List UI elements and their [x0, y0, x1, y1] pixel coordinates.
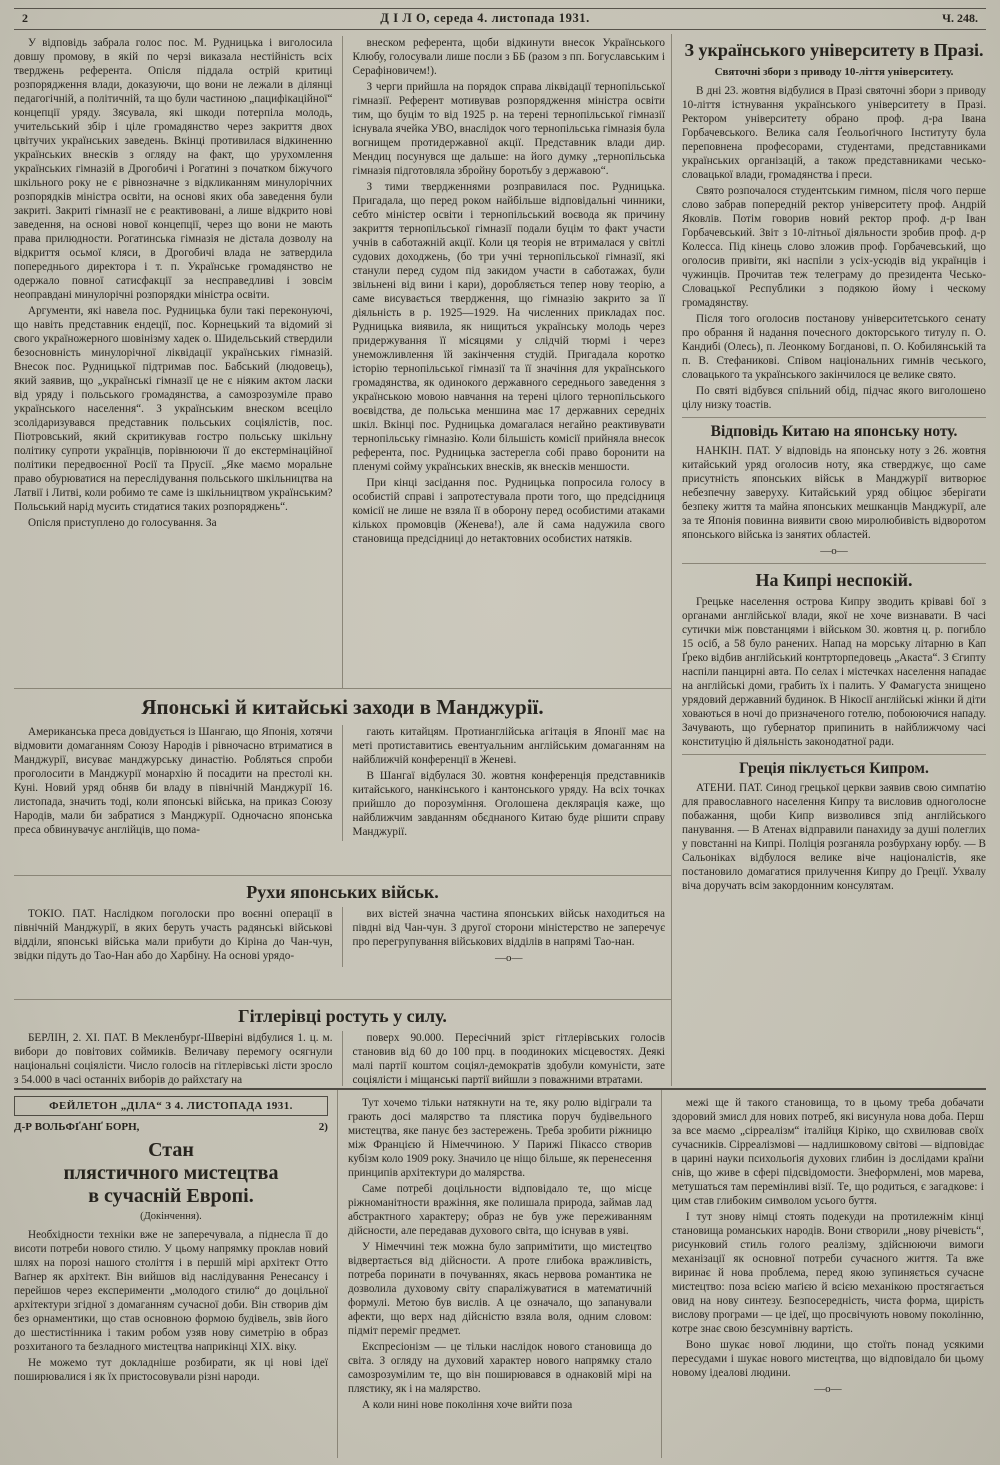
feuilleton-subtitle: (Докінчення). [140, 1211, 202, 1222]
main-content [14, 34, 986, 1086]
paragraph: Експресіонізм — це тільки наслідок нового становища до світа. З огляду на духовий характер нового напрямку стало самозрозумілим те, що він поширювався в однаковій мірі на плястику, як і на малярство. [347, 1341, 652, 1395]
hitlerites-article [14, 999, 671, 1086]
troops-col2 [343, 907, 672, 967]
sejm-article-col1 [14, 36, 343, 688]
paragraph: Тут хочемо тільки натякнути на те, яку ролю відіграли та грають досі малярство та плястика поруч будівельного мистецтва, яке панує без застережень. Треба зробити ріжницю між Францією й Німеччиною. У Парижі Пікассо створив кубізм коло 1909 року. Значило це ніщо більше, як перенесення принципів архітектури до малярства. [347, 1097, 652, 1179]
paragraph: гають китайцям. Протианглійська агітація в Японії має на меті протиставитись евентуальним англійським домаганням на найближчій конференції в Женеві. [352, 726, 665, 766]
sejm-article-col2 [343, 36, 672, 688]
right-column [672, 34, 986, 1086]
paragraph: З тими твердженнями розправилася пос. Рудницька. Пригадала, що перед роком найбільше відповідальні чинники, себто міністер освіти і тернопільський воєвода як причину закриття тернопільської гімназії подали буцім то факт участи учнів в саботажній акції. Коли ця теорія не втрималася у світлі судових доходжень, (бо три учні тернопільської гімназії, які станули перед судом під закидом участи в саботажах, були звільнені від вини і кари), доробляється тепер нову теорію, а саме висувається твердження, що гімназію закрито за її діяльність в р. 1925—1929. На численних прикладах пос. Рудницька виявила, як нищиться українську молодь через придержування її місяцями у слідчій тюрмі і через унеможливлення їй закінчення студій. Пригадала коротко історію тернопільської гімназії та її значіння для українського громадянства, як одинокого державного середнього заведення з українською мовою навчання на терені цілого тернопільського воєвідства, де польська меншина має 17 державних середніх шкіл. Вкінці пос. Рудницька домагалася негайно реактивувати тернопільську гімназію. Коли більшість комісії прийняла внесок референта, пос. Рудницька застерегла собі право боронити на пленумі сойму українських внесків, як внесків меншости. [352, 181, 665, 473]
paragraph: Воно шукає нової людини, що стоїть понад усякими пересудами і шукає нового мистецтва, що відповідало би цьому новому ідеалові людини. [671, 1339, 984, 1379]
paragraph: У відповідь забрала голос пос. М. Рудницька і виголосила довшу промову, в якій по черзі виказала нестійність всіх тверджень референта. Опісля піддала острій критиці розпорядження влади, доказуючи, що вони не лежали в ділянці педагогічній, а політичній, та що були частиною „пацифікаційної“ концепції уряду. Зясувала, які шкоди потерпіла молодь, учительський збір і ціле громадянство через закриття двох цвітучих українських заведень. Вкінці противилася відкиненню українських внесків з огляду на факт, що урухомлення українських гімназій в Дрогобичі і Рогатині з початком біжучого шкільного року не є рівнозначне з відкликанням минулорічних розпорядків міністра освіти, на основі яких оба заведення були закриті. Закриті гімназії не є реактивовані, а лише відкрито нові заведення, на основі нової концепції, через що вони не мають права прилюдности. Рогатинська гімназія не дістала дозволу на відкриття осьмої кляси, в Дрогобичі влада не затвердила попереднього директора і т. п. Українське громадянство не одержало повної сатисфакції за несправедливі і зовсім неоправдані минулорічні розпорядки міністра освіти. [14, 37, 333, 301]
manchuria-article [14, 689, 671, 875]
paragraph: Американська преса довідується із Шангаю, що Японія, хотячи відмовити домаганням Союзу Народів і рівночасно втриматися в Манджурії, висуває манджурську династію. Робляться спроби проголосити в Манджурії монархію й посадити на престолі кн. Куні. Новий уряд обняв би владу в північній Манджурії 16. листопада, значить тоді, коли японські війська, на приказ Союзу Народів, мали би забратися з Манджурії. Одночасно японська преса обвинувачує англійців, що пома- [14, 726, 333, 836]
article-title: З українського університету в Празі. [684, 40, 984, 60]
article-title: Греція піклується Кипром. [739, 760, 929, 777]
manchuria-columns [14, 725, 671, 841]
paragraph: В Шангаї відбулася 30. жовтня конференція представників китайського, нанкінського і кантонського уряду. На всіх точках прийшло до порозуміння. Оголошена деклярація каже, що найближчим завданням обєднаного Китаю буде рішити справу Манджурії. [352, 770, 665, 838]
feuilleton-title-line: в сучасній Европі. [88, 1185, 254, 1207]
section-divider: —о— [814, 1383, 842, 1395]
prague-article [682, 34, 986, 414]
sejm-article [14, 34, 671, 689]
paragraph: І тут знову німці стоять подекуди на протилежнім кінці становища романських народів. Вони створили „нову річевість“, рисунковий стиль голого реалізму, здійснюючи вимоги механізації як основної потреби сучасного життя. Та вже виринає й нова проблема, перед якою зупиняється сучасне мистецтво: поза всією маґією й всією механікою простягається овид на нову синтезу. Безпосередність, чиста форма, щирість вислову програми — це ідеї, що просвічують новому поколінню, котре знає свою безсумнівну вартість. [671, 1211, 984, 1335]
left-section [14, 34, 672, 1086]
paragraph: По святі відбувся спільний обід, підчас якого виголошено цілу низку тоастів. [682, 385, 986, 411]
paragraph: Опісля приступлено до голосування. За [28, 517, 217, 529]
issue-number: Ч. 248. [942, 11, 978, 25]
paragraph: Свято розпочалося студентським гимном, після чого перше слово забрав попередній ректор університету проф. Андрій Яковлів. Потім говорив новий ректор проф. д-р Іван Горбачевський. Звіт з 10-літньої діяльности зробив проф. д-р Колесса. Під кінець слово зложив проф. Горбачевський, що оголосив привіти, які наспіли з усіх-усюдів від українців і чужинців. Прочитав теж телеграму до президента Чесько-Словацької Республики з подякою йому і ческому громадянству. [682, 185, 986, 309]
page-number: 2 [22, 11, 28, 25]
page-header [14, 8, 986, 30]
paragraph: АТЕНИ. ПАТ. Синод грецької церкви заявив свою симпатію для православного населення Кипру та висловив одноголосне побажання, щоби Кипр визволився зпід англійського панування. — В Атенах відправили панахиду за душі полеглих у повстанні на Кипрі. Поліція розганяла розбурхану юрбу. — В Сальоніках відбулося велике віче націоналістів, яке постановило домагатися прилучення Кипру до Греції. Ухвалу віча доручать всім закордонним консулятам. [682, 782, 986, 892]
paragraph: А коли нині нове покоління хоче вийти поза [361, 1399, 573, 1411]
feuilleton-section [14, 1088, 986, 1458]
feuilleton-author: Д-Р ВОЛЬФҐАНҐ БОРН, [14, 1121, 140, 1133]
paragraph: З черги прийшла на порядок справа ліквідації тернопільської гімназії. Референт мотивував розпорядження міністра освіти тим, що буцім то від 1925 р. на терені тернопільської гімназії існувала ячейка УВО, внаслідок чого тернопільська гімназія була вогнищем протидержавної акції. Представник влади дир. Мендиц посунувся ще дальше: на його думку „тернопільська гімназія підготовляла збройну боротьбу з державою“. [352, 81, 665, 177]
troops-columns [14, 907, 671, 967]
paragraph: ТОКІО. ПАТ. Наслідком поголоски про воєнні операції в північній Манджурії, в яких беруть участь радянські військові відділи, японські війська мали прибути до Кіріна до Чан-чун, звідки підуть до Тао-Нан або до Харбіну. На основі урядо- [14, 908, 333, 962]
paragraph: НАНКІН. ПАТ. У відповідь на японську ноту з 26. жовтня китайський уряд оголосив ноту, яка стверджує, що саме присутність японських військ в Манджурії витворює небезпечну заверуху. Китайський уряд обіцює зберігати безпеку життя та майна японських мешканців Манджурії, але за те Японія повинна виявити свою миролюбивість відворотом японського війська із занятих областей. [682, 445, 986, 541]
paragraph: Після того оголосив постанову університетського сенату про обрання й надання почесного докторського титулу п. О. Кандибі (Олесь), п. Леонкому Богданові, п. О. Кобилянській та п. В. Стефаникові. Співом національних гимнів чеського, словацького та українського закінчилося це велике свято. [682, 313, 986, 381]
feuilleton-col1 [14, 1090, 338, 1458]
japanese-troops-article [14, 875, 671, 999]
article-title: На Кипрі неспокій. [755, 570, 913, 590]
feuilleton-title-line: плястичного мистецтва [63, 1162, 279, 1184]
section-divider: —о— [495, 952, 523, 964]
article-title: Японські й китайські заходи в Манджурії. [141, 695, 544, 719]
feuilleton-col3 [662, 1090, 986, 1458]
feuilleton-box-label: ФЕЙЛЕТОН „ДІЛА“ З 4. ЛИСТОПАДА 1931. [14, 1096, 328, 1116]
article-title: Гітлерівці ростуть у силу. [238, 1006, 447, 1026]
paragraph: Аргументи, які навела пос. Рудницька були такі переконуючі, що навіть представник ендеції, пос. Корнецький та відомий зі свого україножерного шовінізму хадек о. Шидельський ствердили безосновність минулорічної ліквідації українських гімназій. Внесок пос. Рудницької підтримав пос. Бабський (людовець), який заявив, що „українські гімназії це не є ніяким актом ласки від уряду і польського громадянства, а самозрозуміле право українського населення“. З українським внеском всеціло зсолідаризувався представник польських соціялістів, пос. Піотровський, який скритикував гостро польську шкільну політику супроти українців, порівнюючи її до екстермінаційної політики передвоєнної Росії та Прусії. „Яке маємо моральне право обурюватися на переслідування польського шкільництва на Латвії і Литві, коли робимо те саме із шкільництвом українським? Польський нарід мусить стидатися таких розпоряджень“. [14, 305, 333, 513]
feuilleton-part-number: 2) [318, 1121, 328, 1133]
manchuria-col1 [14, 725, 343, 841]
china-note-article [682, 417, 986, 560]
cyprus-article [682, 563, 986, 751]
section-divider: —о— [820, 545, 848, 557]
manchuria-col2 [343, 725, 672, 841]
paragraph: Не можемо тут докладніше розбирати, як ці нові ідеї поширювалися і як їх пристосовували різні народи. [14, 1357, 328, 1383]
paragraph: Саме потребі доцільности відповідало те, що місце ріжноманітности вражіння, яке полишала природа, займав лад абстрактного характеру; образ не був уже переживанням дійсности, але передавав духового світа, що існував в уяві. [347, 1183, 652, 1237]
hitlerites-columns [14, 1031, 671, 1086]
hitlerites-col2 [343, 1031, 672, 1086]
greece-article [682, 754, 986, 895]
paragraph: межі ще й такого становища, то в цьому треба добачати здоровий змисл для нових потреб, які висунула нова доба. Перш за все маємо „сірреалізм“ італійця Кіріко, що схвилював своїх сучасників. Сірреалізмові — надлишковому світові — відповідає в царині науки психольоґія духових глибин із дослідами країни снів, що живе в сфері підсвідомости. Знеформлені, мов марева, метушаться там перемінливі візії. Те, що родиться, є загадкове: і цим став глибоким символом усього буття. [671, 1097, 984, 1207]
article-subtitle: Святочні збори з приводу 10-ліття університету. [714, 66, 954, 78]
feuilleton-title [14, 1139, 328, 1208]
paragraph: БЕРЛІН, 2. XI. ПАТ. В Мекленбурґ-Шверіні відбулися 1. ц. м. вибори до повітових соймиків. Величаву перемогу осягнули національні соціялісти. Число голосів на гітлерівські лісти зросло з 54.000 в часі останніх виборів до райхстаґу на [14, 1032, 333, 1086]
troops-col1 [14, 907, 343, 967]
hitlerites-col1 [14, 1031, 343, 1086]
paragraph: поверх 90.000. Пересічний зріст гітлерівських голосів становив від 60 до 100 прц. в поодиноких місцевостях. Деякі малі партії коштом соціял-демократів здобули комуністи, зате соціялісти і міщанські партії вийшли з поважними втратами. [352, 1032, 665, 1086]
paragraph: Необхідности техніки вже не заперечувала, а піднесла її до висоти потреби нового стилю. У цьому напрямку проклав новий шлях на порозі нашого століття і в першій мірі архітект Отто Ваґнер як архітект. Він вийшов від наслідування Ренесансу і перейшов через експерименти „молодого стилю“ до доцільної архітектури згідної з домаганням сучасної доби. Він створив дім без орнаментики, що став основною формою будівель, звів його до шестистінника і таким робом узяв нову симетрію в образ розхитаного та безладного мистецтва наприкінці XIX. віку. [14, 1229, 328, 1353]
feuilleton-byline [14, 1121, 328, 1133]
article-title: Відповідь Китаю на японську ноту. [710, 423, 958, 440]
paragraph: В дні 23. жовтня відбулися в Празі святочні збори з приводу 10-ліття істнування українського університету в Празі. Ректором університету обрано проф. д-ра Івана Горбачевського. Велика саля Ґеольоґічного Інституту була переповнена професорами, студентами, представниками українських організацій, а також представниками чесько-словацької влади, громадянства і преси. [682, 85, 986, 181]
paragraph: Грецьке населення острова Кипру зводить кріваві бої з органами англійської влади, якої не хоче визнавати. В часі сутички між повстанцями і військом 30. жовтня ц. р. погибло 15 осіб, а 58 було ранених. Напад на морську літарню в Кап Ґреко відбив англійський контрторпедовець „Акаста“. З Єгипту наспіли панцирні авта. По селах і містечках населення нападає на англійські доми, грабить їх і палить. У Фамагуста знищено урядовий державний будинок. В Нікосії англійські жінки й діти ховаються в ночі до призначеного готелю, побоюючися нападу. Зачувають, що ґубернатор припинить в найближчому часі конституцію й діяльність законодатної ради. [682, 596, 986, 748]
paragraph: У Німеччині теж можна було запримітити, що мистецтво відвертається від дійсности. А проте глибока вражливість, потреба поринати в почуваннях, якась нервова романтика не дозволила духовому світу спараліжуватися в математичній формулі. Метою був вислів. А це означало, що запанували афекти, що верх над дійсністю взяла воля, одним словом: підміт переміг предмет. [347, 1241, 652, 1337]
masthead: Д І Л О, середа 4. листопада 1931. [380, 11, 590, 25]
paragraph: внеском референта, щоби відкинути внесок Українського Клюбу, голосували лише посли з ББ (разом з пп. Богуславським і Серафіновичем!). [352, 37, 665, 77]
feuilleton-col2 [338, 1090, 662, 1458]
paragraph: При кінці засідання пос. Рудницька попросила голосу в особистій справі і запротестувала проти того, що предсідниця комісії не лише не взяла її в оборону перед особистими атаками кількох промовців (Женева!), але й сама надужила свого становища предсідниці до нетактовних особистих натяків. [352, 477, 665, 545]
article-title: Рухи японських військ. [246, 882, 439, 902]
paragraph: вих вістей значна частина японських військ находиться на півдні від Чан-чун. З другої сторони міністерство не заперечує про перегрупування військових відділів в напрямі Тао-нан. [352, 908, 665, 948]
feuilleton-title-line: Стан [148, 1139, 194, 1161]
